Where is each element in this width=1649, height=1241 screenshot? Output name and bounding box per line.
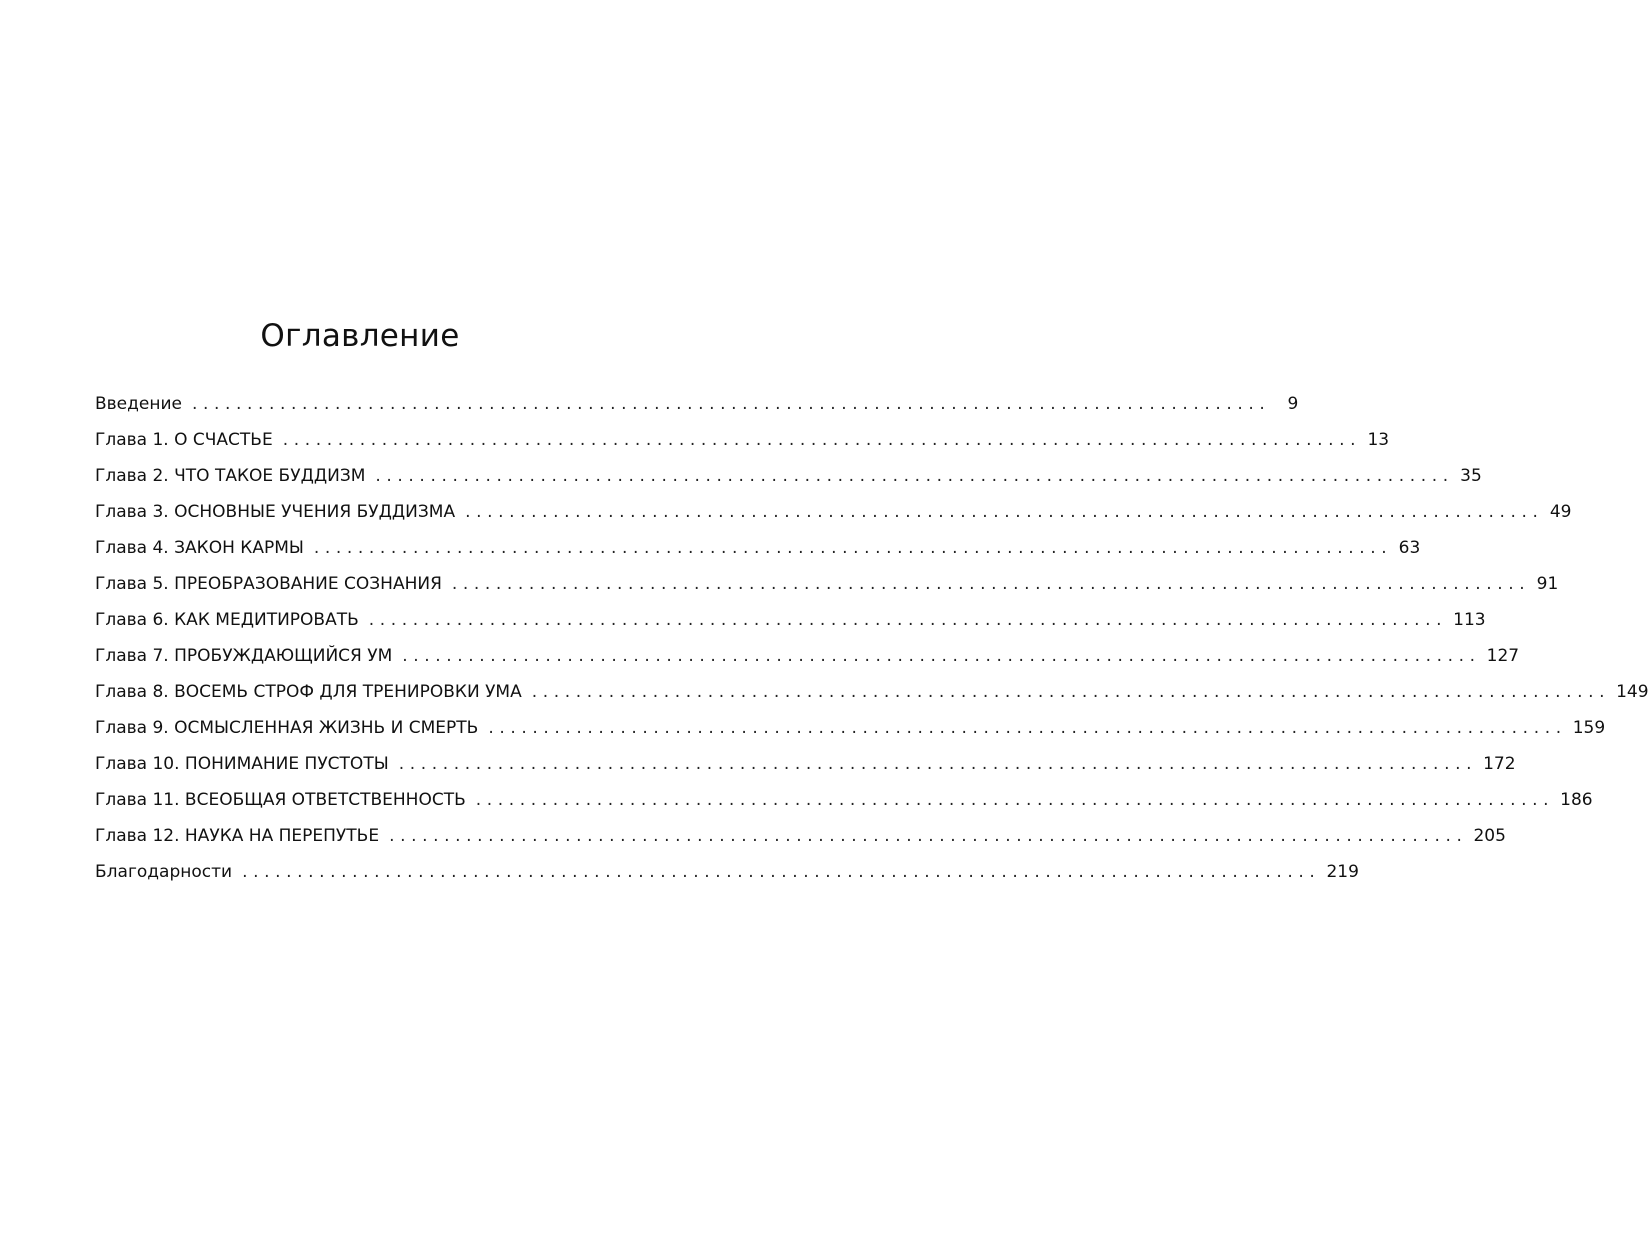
toc-entry-label: Благодарности: [95, 862, 233, 882]
toc-dot-leader: ..................................................................................................: [375, 466, 1454, 486]
toc-entry-page: 127: [1486, 646, 1520, 666]
toc-dot-leader: ..................................................................................................: [242, 862, 1321, 882]
toc-entry-page: 149: [1616, 682, 1649, 702]
toc-entry[interactable]: [95, 674, 1649, 710]
toc-entry-label: Глава 5. ПРЕОБРАЗОВАНИЕ СОЗНАНИЯ: [95, 574, 442, 594]
toc-entry-page: 113: [1453, 610, 1486, 630]
toc-dot-leader: ..................................................................................................: [475, 790, 1555, 810]
toc-entry-label: Глава 6. КАК МЕДИТИРОВАТЬ: [95, 610, 359, 630]
toc-dot-leader: ..................................................................................................: [402, 646, 1481, 666]
toc-entry-page: 205: [1473, 826, 1506, 846]
toc-entry-label: Глава 3. ОСНОВНЫЕ УЧЕНИЯ БУДДИЗМА: [95, 502, 456, 522]
toc-dot-leader: ..................................................................................................: [488, 718, 1567, 738]
toc-entry-label: Глава 12. НАУКА НА ПЕРЕПУТЬЕ: [95, 826, 380, 846]
toc-entry[interactable]: [95, 386, 1299, 422]
toc-entry-label: Глава 11. ВСЕОБЩАЯ ОТВЕТСТВЕННОСТЬ: [95, 790, 466, 810]
toc-entry[interactable]: [95, 710, 1606, 746]
toc-entry[interactable]: [95, 422, 1390, 458]
toc-list: [95, 386, 1649, 890]
toc-entry-label: Глава 1. О СЧАСТЬЕ: [95, 430, 273, 450]
toc-dot-leader: ..................................................................................................: [389, 826, 1468, 846]
toc-dot-leader: ..................................................................................................: [282, 430, 1362, 450]
toc-entry-page: 219: [1326, 862, 1359, 882]
toc-entry[interactable]: [95, 746, 1516, 782]
toc-entry-page: 172: [1483, 754, 1516, 774]
toc-entry[interactable]: [95, 494, 1572, 530]
toc-entry[interactable]: [95, 458, 1482, 494]
toc-entry[interactable]: [95, 638, 1520, 674]
toc-entry[interactable]: [95, 782, 1593, 818]
toc-entry-page: 13: [1367, 430, 1390, 450]
page-title: Оглавление: [260, 318, 460, 354]
toc-entry[interactable]: [95, 530, 1421, 566]
toc-dot-leader: ..................................................................................................: [451, 574, 1531, 594]
toc-entry-page: 186: [1560, 790, 1593, 810]
toc-entry[interactable]: [95, 602, 1486, 638]
toc-dot-leader: ..................................................................................................: [531, 682, 1611, 702]
toc-entry-label: Глава 10. ПОНИМАНИЕ ПУСТОТЫ: [95, 754, 389, 774]
toc-entry[interactable]: [95, 566, 1559, 602]
toc-entry-page: 9: [1287, 394, 1299, 414]
toc-entry-page: 49: [1549, 502, 1572, 522]
toc-entry-page: 35: [1460, 466, 1482, 486]
toc-dot-leader: ..................................................................................................: [398, 754, 1478, 774]
toc-entry-label: Глава 8. ВОСЕМЬ СТРОФ ДЛЯ ТРЕНИРОВКИ УМА: [95, 682, 522, 702]
toc-entry-page: 63: [1398, 538, 1421, 558]
toc-entry[interactable]: [95, 818, 1506, 854]
toc-dot-leader: ..................................................................................................: [368, 610, 1448, 630]
toc-dot-leader: ..................................................................................................: [191, 394, 1271, 414]
toc-entry-label: Глава 4. ЗАКОН КАРМЫ: [95, 538, 304, 558]
toc-entry-page: 91: [1536, 574, 1559, 594]
toc-entry-label: Глава 9. ОСМЫСЛЕННАЯ ЖИЗНЬ И СМЕРТЬ: [95, 718, 479, 738]
toc-entry-label: Глава 7. ПРОБУЖДАЮЩИЙСЯ УМ: [95, 646, 393, 666]
toc-dot-leader: ..................................................................................................: [313, 538, 1393, 558]
toc-dot-leader: ..................................................................................................: [465, 502, 1544, 522]
toc-entry[interactable]: [95, 854, 1359, 890]
toc-entry-label: Введение: [95, 394, 182, 414]
toc-entry-label: Глава 2. ЧТО ТАКОЕ БУДДИЗМ: [95, 466, 366, 486]
toc-entry-page: 159: [1572, 718, 1606, 738]
